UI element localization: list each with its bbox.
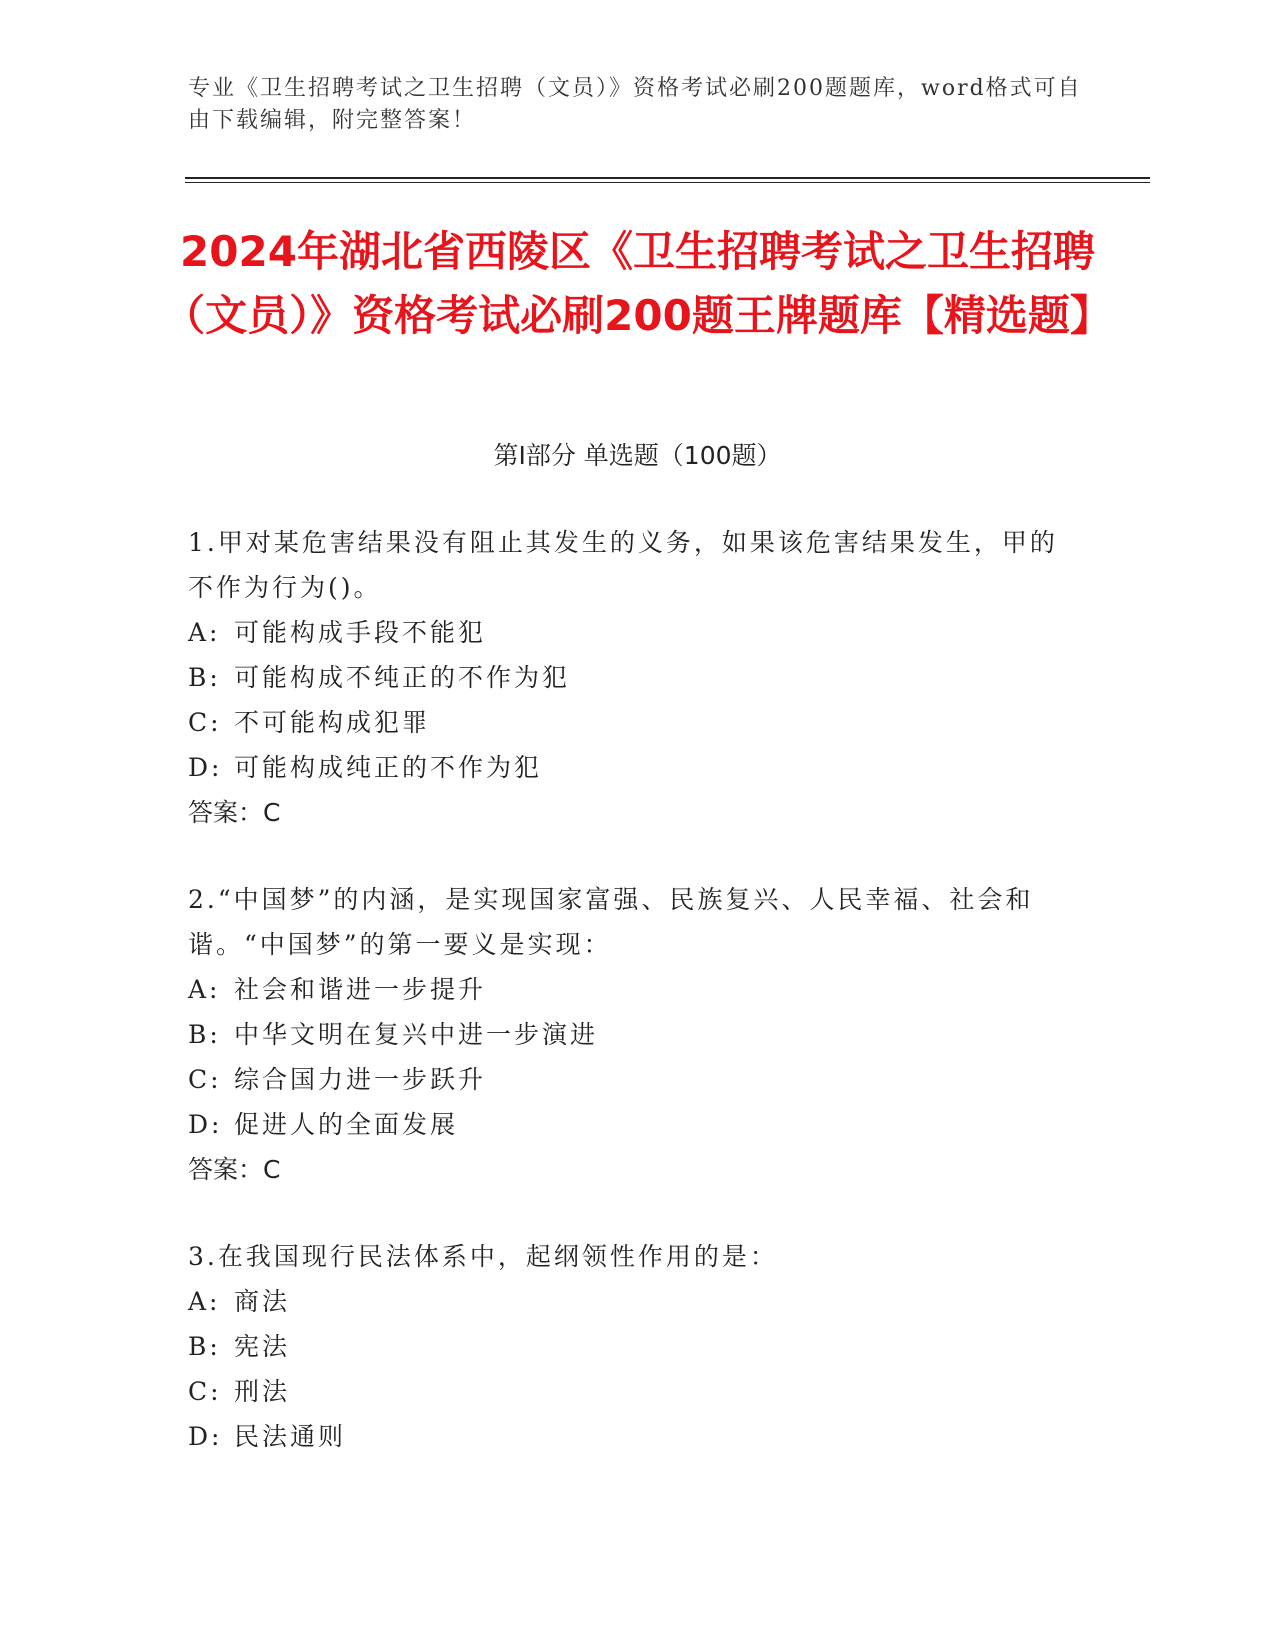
option-text: 宪法 — [234, 1332, 291, 1361]
question-2 — [188, 877, 1068, 1192]
option-letter: A: — [188, 1287, 221, 1316]
answer: 答案：C — [188, 798, 281, 827]
question-stem: 2.“中国梦”的内涵，是实现国家富强、民族复兴、人民幸福、社会和谐。“中国梦”的第一要义是实现： — [188, 885, 1034, 959]
option-d — [188, 1102, 1068, 1147]
question-stem: 3.在我国现行民法体系中，起纲领性作用的是： — [188, 1242, 778, 1271]
section-title: 第Ⅰ部分 单选题（100题） — [493, 441, 782, 470]
option-d — [188, 745, 1068, 790]
header-divider — [185, 177, 1150, 179]
header-note: 专业《卫生招聘考试之卫生招聘（文员）》资格考试必刷200题题库，word格式可自由下载编辑，附完整答案！ — [188, 76, 1082, 133]
option-c — [188, 1057, 1068, 1102]
option-text: 民法通则 — [234, 1422, 347, 1451]
option-b — [188, 1012, 1068, 1057]
option-text: 促进人的全面发展 — [234, 1110, 459, 1139]
option-letter: D: — [188, 1422, 223, 1451]
option-letter: C: — [188, 708, 222, 737]
question-1 — [188, 520, 1068, 835]
option-text: 可能构成不纯正的不作为犯 — [234, 663, 571, 692]
option-c — [188, 700, 1068, 745]
option-text: 综合国力进一步跃升 — [234, 1065, 487, 1094]
option-a — [188, 1279, 1068, 1324]
option-text: 社会和谐进一步提升 — [234, 975, 487, 1004]
option-letter: A: — [188, 975, 221, 1004]
option-letter: C: — [188, 1065, 222, 1094]
answer: 答案：C — [188, 1155, 281, 1184]
header-divider-thin — [185, 182, 1150, 183]
question-list — [188, 520, 1068, 1501]
option-letter: B: — [188, 663, 221, 692]
question-stem: 1.甲对某危害结果没有阻止其发生的义务，如果该危害结果发生，甲的不作为行为()。 — [188, 528, 1058, 602]
option-text: 刑法 — [234, 1377, 291, 1406]
option-text: 不可能构成犯罪 — [234, 708, 431, 737]
option-text: 中华文明在复兴中进一步演进 — [234, 1020, 599, 1049]
option-c — [188, 1369, 1068, 1414]
option-text: 可能构成纯正的不作为犯 — [234, 753, 543, 782]
option-a — [188, 967, 1068, 1012]
option-d — [188, 1414, 1068, 1459]
option-b — [188, 655, 1068, 700]
option-text: 商法 — [234, 1287, 291, 1316]
option-letter: B: — [188, 1332, 221, 1361]
document-title: 2024年湖北省西陵区《卫生招聘考试之卫生招聘（文员）》资格考试必刷200题王牌题库【精选题】 — [163, 227, 1112, 340]
question-3 — [188, 1234, 1068, 1459]
option-a — [188, 610, 1068, 655]
option-letter: A: — [188, 618, 221, 647]
option-letter: C: — [188, 1377, 222, 1406]
option-text: 可能构成手段不能犯 — [234, 618, 487, 647]
option-letter: B: — [188, 1020, 221, 1049]
option-letter: D: — [188, 753, 223, 782]
option-b — [188, 1324, 1068, 1369]
option-letter: D: — [188, 1110, 223, 1139]
